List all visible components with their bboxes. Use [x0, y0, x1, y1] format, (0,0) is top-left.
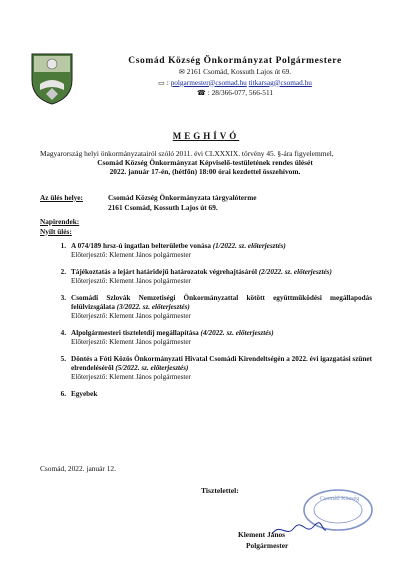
- agenda-ref: (3/2022. sz. előterjesztés): [116, 303, 190, 311]
- signer-title: Polgármester: [246, 541, 289, 550]
- agenda-presenter: Előterjesztő: Klement János polgármester: [71, 373, 191, 381]
- letterhead-title: Csomád Község Önkormányzat Polgármestere: [128, 56, 342, 66]
- phone-icon: ☎: [197, 89, 206, 97]
- agenda-item: [40, 242, 372, 260]
- letterhead: [80, 55, 390, 99]
- invitation-intro: [40, 149, 370, 176]
- agenda-number: 6.: [60, 390, 66, 398]
- letterhead-phone: ☎ : 28/366-077, 566-511: [197, 88, 273, 97]
- document-date: Csomád, 2022. január 12.: [40, 464, 116, 473]
- agenda-title: Egyebek: [71, 390, 98, 398]
- agenda-title: Alpolgármesteri tiszteletdíj megállapítása: [71, 329, 199, 337]
- agenda-number: 4.: [60, 329, 66, 337]
- closing-greeting: Tisztelettel:: [201, 486, 239, 495]
- coat-of-arms-icon: [30, 50, 74, 106]
- agenda-item: [40, 355, 372, 382]
- agenda-presenter: Előterjesztő: Klement János polgármester: [71, 338, 191, 346]
- agenda-item: [40, 294, 372, 321]
- agenda-title: Csomádi Szlovák Nemzetiségi Önkormányzattal kötött együttműködési megállapodás felülvizsgálata: [71, 294, 372, 311]
- signer-name: Klement János: [238, 530, 286, 539]
- agenda-item: [40, 329, 372, 347]
- stamp-text: Csomád Község: [320, 496, 360, 502]
- agenda-presenter: Előterjesztő: Klement János polgármester: [71, 251, 191, 259]
- email-link-1[interactable]: polgarmester@csomad.hu: [170, 77, 247, 87]
- agenda-ref: (4/2022. sz. előterjesztés): [200, 329, 274, 337]
- agenda-title: Döntés a Fóti Közös Önkormányzati Hivatal Csomádi Kirendeltségén a 2022. évi igazgatási szünet elrendeléséről: [71, 355, 372, 372]
- computer-icon: ▭: [158, 78, 165, 87]
- letterhead-email: ▭ : polgarmester@csomad.hu titkarsag@csomad.hu: [158, 77, 312, 87]
- agenda-title: A 074/189 hrsz-ú ingatlan belterületbe vonása: [71, 242, 211, 250]
- place-line-1: Csomád Község Önkormányzata tárgyalóterme: [108, 193, 257, 202]
- place-label: Az ülés helye:: [40, 193, 83, 202]
- place-line-2: 2161 Csomád, Kossuth Lajos út 69.: [108, 202, 218, 212]
- agenda-item: [40, 268, 372, 286]
- page-title: MEGHÍVÓ: [172, 131, 240, 141]
- agenda-presenter: Előterjesztő: Klement János polgármester: [71, 277, 191, 285]
- meeting-details: [40, 193, 380, 236]
- agenda-label: Napirendek:: [40, 217, 80, 226]
- email-link-2[interactable]: titkarsag@csomad.hu: [248, 77, 312, 87]
- meeting-place: [40, 193, 380, 203]
- envelope-icon: ✉: [178, 68, 185, 76]
- intro-bold-line-2: 2022. január 17-én, (hétfőn) 18:00 órai kezdettel összehívom.: [109, 167, 301, 176]
- intro-bold-line-1: Csomád Község Önkormányzat Képviselő-testületének rendes ülését: [97, 158, 313, 167]
- agenda-ref: (2/2022. sz. előterjesztés): [258, 268, 332, 276]
- letterhead-address: ✉ 2161 Csomád, Kossuth Lajos út 69.: [178, 67, 292, 76]
- agenda-number: 3.: [60, 294, 66, 302]
- agenda-ref: (5/2022. sz. előterjesztés): [115, 364, 189, 372]
- agenda-ref: (1/2022. sz. előterjesztés): [212, 242, 286, 250]
- agenda-title: Tájékoztatás a lejárt határidejű határozatok végrehajtásáról: [71, 268, 257, 276]
- agenda-list: [40, 242, 372, 407]
- agenda-number: 5.: [60, 355, 66, 363]
- open-session-label: Nyílt ülés:: [40, 226, 72, 236]
- agenda-presenter: Előterjesztő: Klement János polgármester: [71, 312, 191, 320]
- intro-text: Magyarország helyi önkormányzatairól szóló 2011. évi CLXXXIX. törvény 45. §-ára figyelemmel,: [40, 149, 334, 158]
- agenda-number: 2.: [60, 268, 66, 276]
- agenda-number: 1.: [60, 242, 66, 250]
- agenda-item: [40, 390, 372, 399]
